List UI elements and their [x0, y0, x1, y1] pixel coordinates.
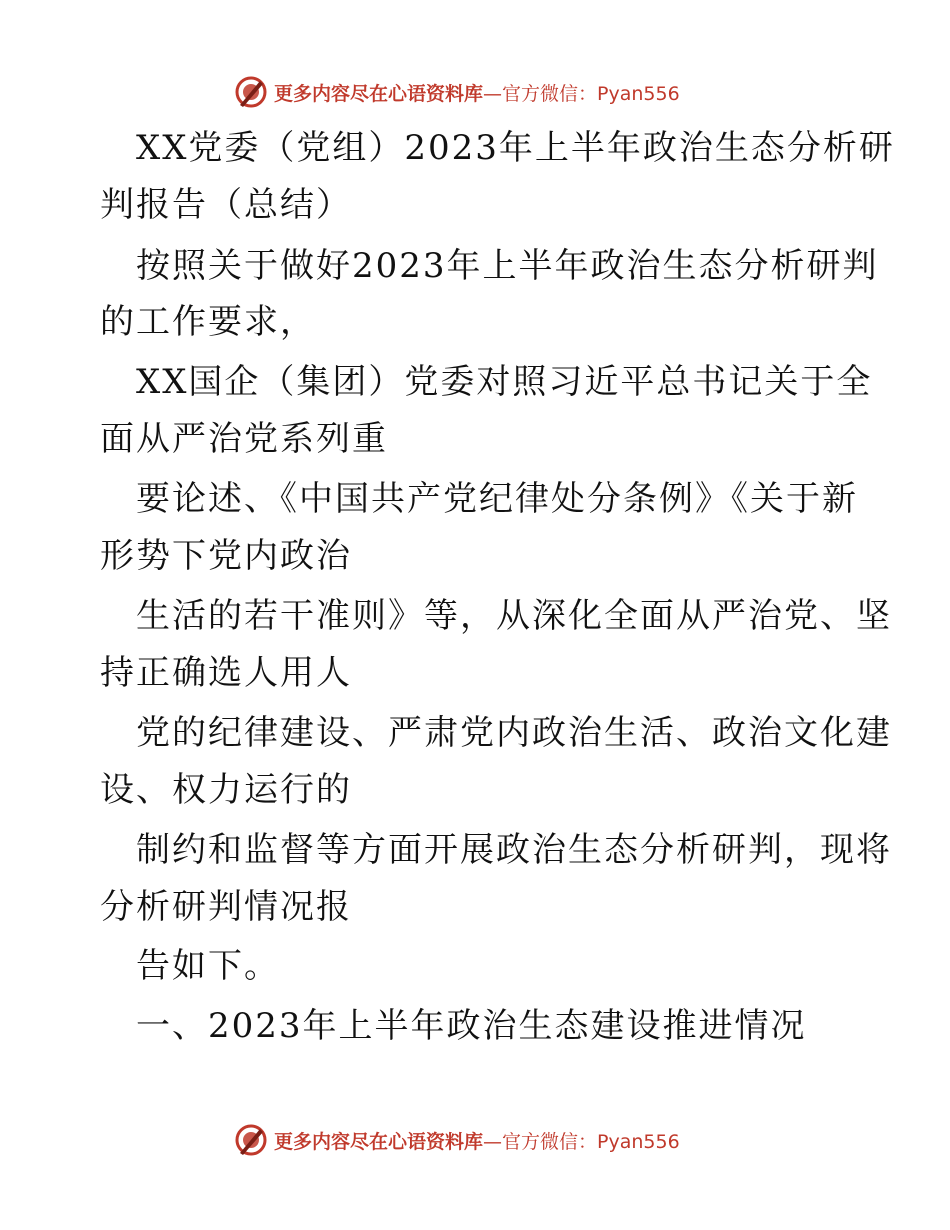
paragraph-line: 制约和监督等方面开展政治生态分析研判，现将 — [136, 830, 892, 870]
watermark-separator: — — [483, 1130, 503, 1153]
paragraph-line: 的工作要求， — [100, 302, 316, 342]
watermark-wechat-label: 官方微信： — [502, 82, 598, 105]
document-title-line-2: 判报告（总结） — [100, 185, 352, 225]
paragraph-line: 分析研判情况报 — [100, 887, 352, 927]
paragraph-line: 要论述、《中国共产党纪律处分条例》《关于新 — [136, 479, 858, 519]
paragraph-line: 党的纪律建设、严肃党内政治生活、政治文化建 — [136, 713, 892, 753]
paragraph-line: 生活的若干准则》等，从深化全面从严治党、坚 — [136, 596, 892, 636]
paragraph-line: 告如下。 — [136, 946, 280, 986]
paragraph-line: XX国企（集团）党委对照习近平总书记关于全 — [136, 362, 873, 402]
quill-seal-icon — [234, 1123, 268, 1157]
paragraph-line: 设、权力运行的 — [100, 770, 352, 810]
watermark-banner-bottom — [234, 1120, 754, 1160]
watermark-text — [274, 1127, 680, 1154]
watermark-wechat-id: Pyan556 — [597, 1130, 680, 1153]
paragraph-line: 持正确选人用人 — [100, 653, 352, 693]
watermark-separator: — — [483, 82, 503, 105]
watermark-brand: 更多内容尽在心语资料库 — [274, 1130, 484, 1153]
paragraph-line: 按照关于做好2023年上半年政治生态分析研判 — [136, 246, 879, 286]
paragraph-line: 形势下党内政治 — [100, 536, 352, 576]
section-heading: 一、2023年上半年政治生态建设推进情况 — [136, 1006, 807, 1046]
watermark-brand: 更多内容尽在心语资料库 — [274, 82, 484, 105]
document-title-line-1: XX党委（党组）2023年上半年政治生态分析研 — [136, 128, 895, 168]
watermark-wechat-label: 官方微信： — [502, 1130, 598, 1153]
paragraph-line: 面从严治党系列重 — [100, 419, 388, 459]
watermark-wechat-id: Pyan556 — [597, 82, 680, 105]
